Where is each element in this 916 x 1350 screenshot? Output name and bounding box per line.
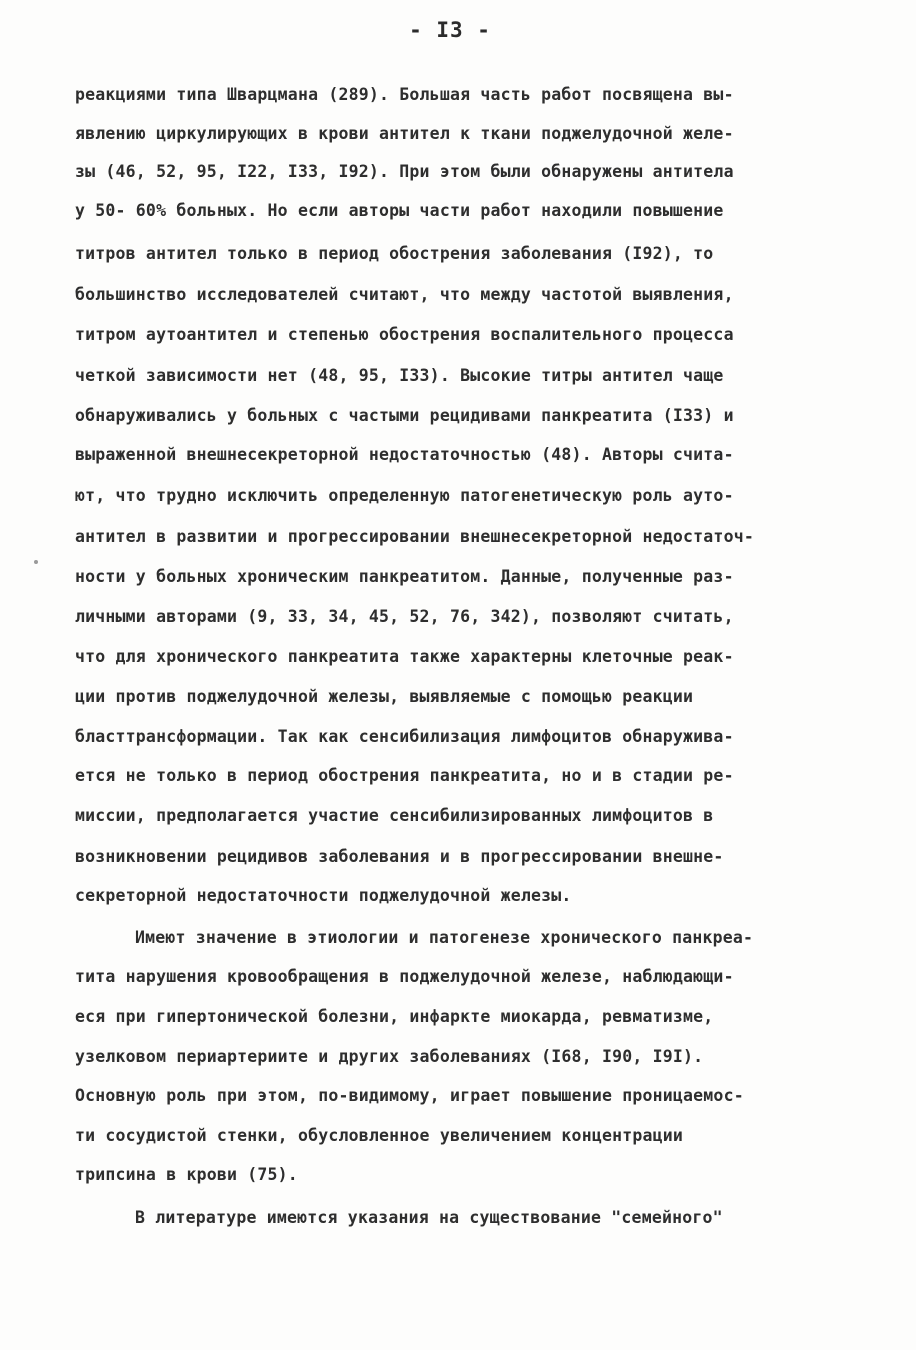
text-line: личными авторами (9, 33, 34, 45, 52, 76, 342), позволяют считать, xyxy=(75,607,734,626)
text-line: антител в развитии и прогрессировании внешнесекреторной недостаточ- xyxy=(75,527,754,546)
page-number: - I3 - xyxy=(409,18,491,42)
text-line: ности у больных хроническим панкреатитом. Данные, полученные раз- xyxy=(75,567,734,586)
text-line: реакциями типа Шварцмана (289). Большая часть работ посвящена вы- xyxy=(75,85,734,104)
text-line: Имеют значение в этиологии и патогенезе хронического панкреа- xyxy=(135,928,754,947)
text-line: явлению циркулирующих в крови антител к ткани поджелудочной желе- xyxy=(75,124,734,143)
text-line: ется не только в период обострения панкреатита, но и в стадии ре- xyxy=(75,766,734,785)
text-line: еся при гипертонической болезни, инфаркте миокарда, ревматизме, xyxy=(75,1007,714,1026)
text-line: трипсина в крови (75). xyxy=(75,1165,298,1184)
text-line: бласттрансформации. Так как сенсибилизация лимфоцитов обнаружива- xyxy=(75,727,734,746)
text-line: титров антител только в период обострения заболевания (I92), то xyxy=(75,244,714,263)
text-line: ции против поджелудочной железы, выявляемые с помощью реакции xyxy=(75,687,694,706)
text-line: зы (46, 52, 95, I22, I33, I92). При этом были обнаружены антитела xyxy=(75,162,734,181)
text-line: четкой зависимости нет (48, 95, I33). Высокие титры антител чаще xyxy=(75,366,724,385)
text-line: Основную роль при этом, по-видимому, играет повышение проницаемос- xyxy=(75,1086,744,1105)
text-line: ти сосудистой стенки, обусловленное увеличением концентрации xyxy=(75,1126,684,1145)
scan-speck xyxy=(34,560,38,564)
text-line: обнаруживались у больных с частыми рецидивами панкреатита (I33) и xyxy=(75,406,734,425)
text-line: тита нарушения кровообращения в поджелудочной железе, наблюдающи- xyxy=(75,967,734,986)
text-line: В литературе имеются указания на существование "семейного" xyxy=(135,1208,723,1227)
text-line: возникновении рецидивов заболевания и в прогрессировании внешне- xyxy=(75,847,724,866)
text-line: миссии, предполагается участие сенсибилизированных лимфоцитов в xyxy=(75,806,714,825)
text-line: ют, что трудно исключить определенную патогенетическую роль ауто- xyxy=(75,486,734,505)
text-line: выраженной внешнесекреторной недостаточностью (48). Авторы счита- xyxy=(75,445,734,464)
text-line: узелковом периартериите и других заболеваниях (I68, I90, I9I). xyxy=(75,1047,704,1066)
text-line: у 50- 60% больных. Но если авторы части работ находили повышение xyxy=(75,201,724,220)
text-line: титром аутоантител и степенью обострения воспалительного процесса xyxy=(75,325,734,344)
text-line: что для хронического панкреатита также характерны клеточные реак- xyxy=(75,647,734,666)
text-line: секреторной недостаточности поджелудочной железы. xyxy=(75,886,572,905)
text-line: большинство исследователей считают, что между частотой выявления, xyxy=(75,285,734,304)
